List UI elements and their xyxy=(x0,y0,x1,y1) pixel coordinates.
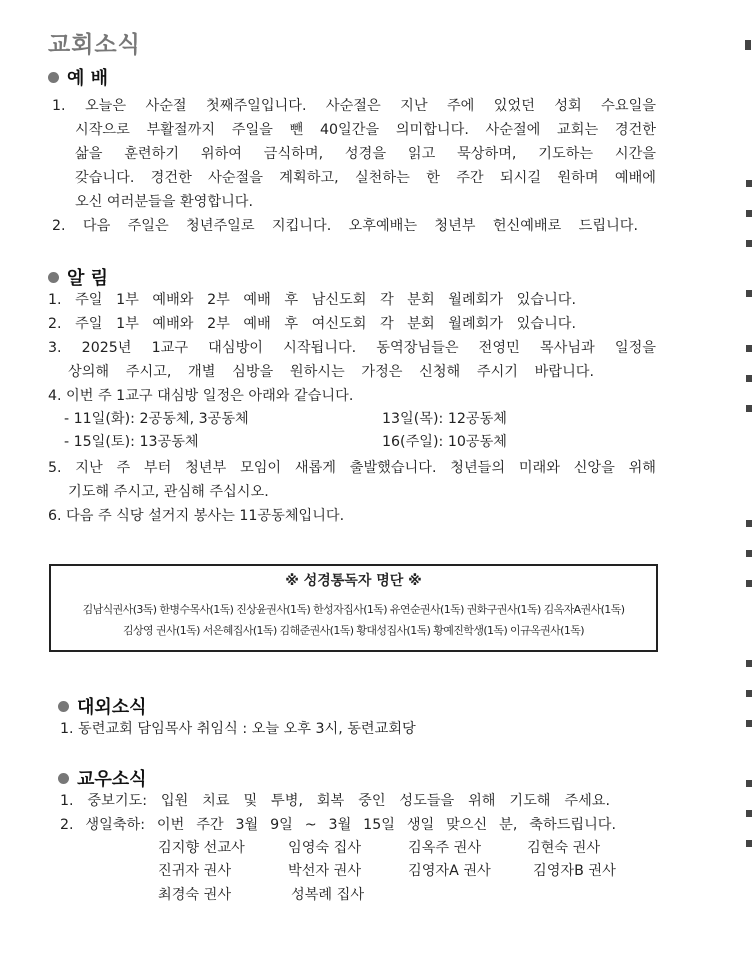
worship-item-1-line-3: 삶을 훈련하기 위하여 금식하며, 성경을 읽고 묵상하며, 기도하는 시간을 xyxy=(75,146,656,162)
external-item-1: 1. 동련교회 담임목사 취임식 : 오늘 오후 3시, 동련교회당 xyxy=(60,721,416,737)
notice-item-5-line-1: 5. 지난 주 부터 청년부 모임이 새롭게 출발했습니다. 청년들의 미래와 신앙을 위해 xyxy=(48,460,656,476)
birthday-name: 성복례 집사 xyxy=(291,887,365,903)
birthday-name: 김옥주 권사 xyxy=(408,840,482,856)
notice-item-3-line-1: 3. 2025년 1교구 대심방이 시작됩니다. 동역장님들은 전영민 목사님과 일정을 xyxy=(48,340,656,356)
bible-readers-title: ※ 성경통독자 명단 ※ xyxy=(285,573,422,589)
birthday-name: 김영자A 권사 xyxy=(408,863,491,879)
adjacent-page-edge xyxy=(746,290,752,297)
section-external-heading xyxy=(58,693,147,719)
bullet-icon xyxy=(48,272,59,283)
worship-item-1-line-2: 시작으로 부활절까지 주일을 뺀 40일간을 의미합니다. 사순절에 교회는 경건한 xyxy=(75,122,656,138)
birthday-name: 김현숙 권사 xyxy=(527,840,601,856)
bullet-icon xyxy=(48,72,59,83)
worship-item-2: 2. 다음 주일은 청년주일로 지킵니다. 오후예배는 청년부 헌신예배로 드립니다. xyxy=(52,218,638,234)
section-worship-heading xyxy=(48,64,108,90)
bible-readers-box xyxy=(49,564,658,652)
adjacent-page-edge xyxy=(746,660,752,667)
members-item-1: 1. 중보기도: 입원 치료 및 투병, 회복 중인 성도들을 위해 기도해 주세요. xyxy=(60,793,610,809)
adjacent-page-edge xyxy=(746,690,752,697)
worship-item-1-line-4: 갖습니다. 경건한 사순절을 계획하고, 실천하는 한 주간 되시길 원하며 예배에 xyxy=(75,170,656,186)
bible-readers-line-1: 김남식권사(3독) 한병수목사(1독) 진상윤권사(1독) 한성자집사(1독) 유연순권사(1독) 권화구권사(1독) 김옥자A권사(1독) xyxy=(82,603,625,616)
adjacent-page-edge xyxy=(745,40,751,50)
schedule-row-2-left: - 15일(토): 13공동체 xyxy=(64,434,199,450)
notice-item-1: 1. 주일 1부 예배와 2부 예배 후 남신도회 각 분회 월례회가 있습니다. xyxy=(48,292,576,308)
adjacent-page-edge xyxy=(746,810,752,817)
members-item-2: 2. 생일축하: 이번 주간 3월 9일 ~ 3월 15일 생일 맞으신 분, 축하드립니다. xyxy=(60,817,616,833)
schedule-row-2-right: 16(주일): 10공동체 xyxy=(382,434,507,450)
birthday-name: 김지향 선교사 xyxy=(158,840,245,856)
adjacent-page-edge xyxy=(746,780,752,787)
birthday-name: 박선자 권사 xyxy=(288,863,362,879)
notice-item-2: 2. 주일 1부 예배와 2부 예배 후 여신도회 각 분회 월례회가 있습니다. xyxy=(48,316,576,332)
worship-item-1-line-1: 1. 오늘은 사순절 첫째주일입니다. 사순절은 지난 주에 있었던 성회 수요일을 xyxy=(52,98,656,114)
adjacent-page-edge xyxy=(746,520,752,527)
schedule-row-1-right: 13일(목): 12공동체 xyxy=(382,411,507,427)
adjacent-page-edge xyxy=(746,405,752,412)
external-heading-text: 대외소식 xyxy=(77,697,147,718)
page-title: 교회소식 xyxy=(48,32,141,58)
adjacent-page-edge xyxy=(746,720,752,727)
adjacent-page-edge xyxy=(746,345,752,352)
notice-item-3-line-2: 상의해 주시고, 개별 심방을 원하시는 가정은 신청해 주시기 바랍니다. xyxy=(68,364,594,380)
bullet-icon xyxy=(58,773,69,784)
adjacent-page-edge xyxy=(746,375,752,382)
adjacent-page-edge xyxy=(746,240,752,247)
adjacent-page-edge xyxy=(746,210,752,217)
worship-heading-text: 예 배 xyxy=(67,68,109,89)
birthday-name: 최경숙 권사 xyxy=(158,887,232,903)
adjacent-page-edge xyxy=(746,580,752,587)
notice-item-6: 6. 다음 주 식당 설거지 봉사는 11공동체입니다. xyxy=(48,508,345,524)
notice-item-5-line-2: 기도해 주시고, 관심해 주십시오. xyxy=(68,484,269,500)
notice-item-4: 4. 이번 주 1교구 대심방 일정은 아래와 같습니다. xyxy=(48,388,354,404)
birthday-name: 김영자B 권사 xyxy=(533,863,616,879)
birthday-name: 진귀자 권사 xyxy=(158,863,232,879)
adjacent-page-edge xyxy=(746,180,752,187)
bullet-icon xyxy=(58,701,69,712)
worship-item-1-line-5: 오신 여러분들을 환영합니다. xyxy=(75,194,253,210)
notices-heading-text: 알 림 xyxy=(67,268,109,289)
bible-readers-line-2: 김상영 권사(1독) 서은혜집사(1독) 김해준권사(1독) 황대성집사(1독) 황예진학생(1독) 이규옥권사(1독) xyxy=(122,624,584,637)
adjacent-page-edge xyxy=(746,550,752,557)
birthday-name: 임영숙 집사 xyxy=(288,840,362,856)
section-notices-heading xyxy=(48,264,108,290)
members-heading-text: 교우소식 xyxy=(77,769,147,790)
section-members-heading xyxy=(58,765,147,791)
adjacent-page-edge xyxy=(746,840,752,847)
schedule-row-1-left: - 11일(화): 2공동체, 3공동체 xyxy=(64,411,249,427)
